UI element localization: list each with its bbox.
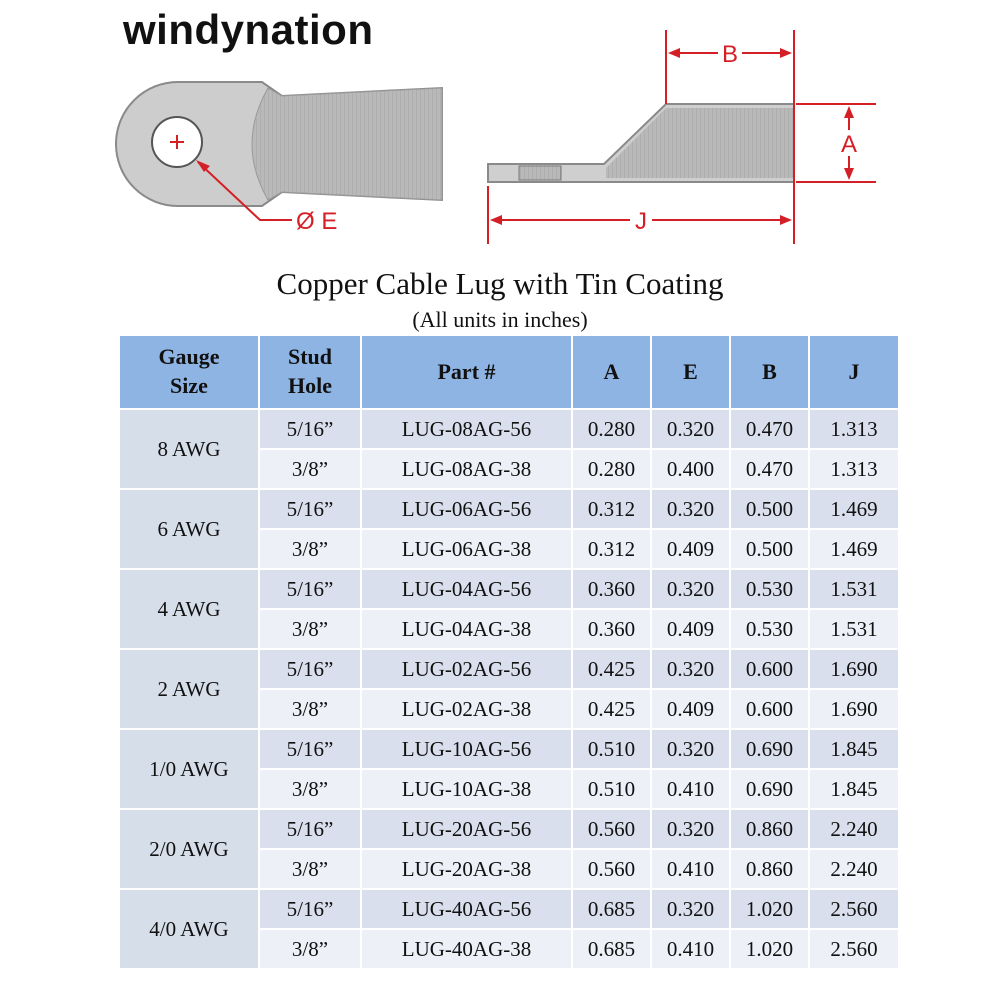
b-cell: 0.530 bbox=[731, 570, 808, 608]
col-header-j: J bbox=[810, 336, 898, 408]
b-cell: 0.600 bbox=[731, 650, 808, 688]
stud-cell: 5/16” bbox=[260, 810, 360, 848]
dim-b-label: B bbox=[722, 41, 739, 68]
col-header-b: B bbox=[731, 336, 808, 408]
stud-cell: 5/16” bbox=[260, 890, 360, 928]
j-cell: 1.313 bbox=[810, 450, 898, 488]
part-cell: LUG-10AG-38 bbox=[362, 770, 571, 808]
table-row bbox=[120, 810, 898, 848]
units-note: (All units in inches) bbox=[412, 307, 588, 332]
j-cell: 1.845 bbox=[810, 770, 898, 808]
dim-j-label: J bbox=[635, 208, 647, 235]
diameter-label: Ø E bbox=[296, 208, 338, 235]
table-row bbox=[120, 410, 898, 448]
gauge-cell: 1/0 AWG bbox=[120, 730, 258, 808]
stud-cell: 3/8” bbox=[260, 610, 360, 648]
e-cell: 0.400 bbox=[652, 450, 729, 488]
part-cell: LUG-04AG-38 bbox=[362, 610, 571, 648]
e-cell: 0.320 bbox=[652, 890, 729, 928]
part-cell: LUG-04AG-56 bbox=[362, 570, 571, 608]
part-cell: LUG-08AG-56 bbox=[362, 410, 571, 448]
col-header-a: A bbox=[573, 336, 650, 408]
stud-cell: 3/8” bbox=[260, 530, 360, 568]
brand-logo: windynation bbox=[123, 6, 374, 53]
e-cell: 0.320 bbox=[652, 490, 729, 528]
a-cell: 0.560 bbox=[573, 850, 650, 888]
b-cell: 0.600 bbox=[731, 690, 808, 728]
b-cell: 0.860 bbox=[731, 850, 808, 888]
col-header-e: E bbox=[652, 336, 729, 408]
stud-cell: 5/16” bbox=[260, 570, 360, 608]
j-cell: 1.690 bbox=[810, 690, 898, 728]
col-header-part: Part # bbox=[362, 336, 571, 408]
table-row bbox=[120, 650, 898, 688]
part-cell: LUG-06AG-38 bbox=[362, 530, 571, 568]
a-cell: 0.560 bbox=[573, 810, 650, 848]
e-cell: 0.320 bbox=[652, 570, 729, 608]
part-cell: LUG-02AG-56 bbox=[362, 650, 571, 688]
part-cell: LUG-10AG-56 bbox=[362, 730, 571, 768]
gauge-cell: 2/0 AWG bbox=[120, 810, 258, 888]
j-cell: 1.531 bbox=[810, 570, 898, 608]
col-header-gauge: Gauge Size bbox=[120, 336, 258, 408]
stud-cell: 5/16” bbox=[260, 490, 360, 528]
part-cell: LUG-06AG-56 bbox=[362, 490, 571, 528]
e-cell: 0.409 bbox=[652, 690, 729, 728]
stud-cell: 5/16” bbox=[260, 410, 360, 448]
lug-drawing bbox=[0, 0, 1000, 260]
part-cell: LUG-20AG-56 bbox=[362, 810, 571, 848]
j-cell: 2.240 bbox=[810, 850, 898, 888]
part-cell: LUG-20AG-38 bbox=[362, 850, 571, 888]
j-cell: 2.240 bbox=[810, 810, 898, 848]
a-cell: 0.510 bbox=[573, 770, 650, 808]
j-cell: 1.469 bbox=[810, 530, 898, 568]
a-cell: 0.360 bbox=[573, 610, 650, 648]
dim-a-label: A bbox=[841, 131, 858, 158]
j-cell: 2.560 bbox=[810, 890, 898, 928]
a-cell: 0.425 bbox=[573, 650, 650, 688]
j-cell: 1.313 bbox=[810, 410, 898, 448]
b-cell: 1.020 bbox=[731, 930, 808, 968]
lug-top-view bbox=[116, 82, 442, 235]
b-cell: 0.530 bbox=[731, 610, 808, 648]
stud-cell: 5/16” bbox=[260, 730, 360, 768]
e-cell: 0.320 bbox=[652, 650, 729, 688]
a-cell: 0.360 bbox=[573, 570, 650, 608]
gauge-cell: 4 AWG bbox=[120, 570, 258, 648]
j-cell: 2.560 bbox=[810, 930, 898, 968]
stud-cell: 3/8” bbox=[260, 770, 360, 808]
specs-body bbox=[120, 410, 898, 968]
a-cell: 0.312 bbox=[573, 530, 650, 568]
b-cell: 0.860 bbox=[731, 810, 808, 848]
j-cell: 1.845 bbox=[810, 730, 898, 768]
b-cell: 0.690 bbox=[731, 770, 808, 808]
j-cell: 1.690 bbox=[810, 650, 898, 688]
a-cell: 0.425 bbox=[573, 690, 650, 728]
a-cell: 0.685 bbox=[573, 890, 650, 928]
b-cell: 0.500 bbox=[731, 530, 808, 568]
e-cell: 0.320 bbox=[652, 730, 729, 768]
a-cell: 0.312 bbox=[573, 490, 650, 528]
page-title: Copper Cable Lug with Tin Coating bbox=[276, 266, 724, 301]
part-cell: LUG-08AG-38 bbox=[362, 450, 571, 488]
gauge-cell: 6 AWG bbox=[120, 490, 258, 568]
part-cell: LUG-02AG-38 bbox=[362, 690, 571, 728]
gauge-cell: 2 AWG bbox=[120, 650, 258, 728]
col-header-stud: Stud Hole bbox=[260, 336, 360, 408]
b-cell: 1.020 bbox=[731, 890, 808, 928]
a-cell: 0.280 bbox=[573, 410, 650, 448]
e-cell: 0.320 bbox=[652, 410, 729, 448]
stud-cell: 3/8” bbox=[260, 930, 360, 968]
e-cell: 0.410 bbox=[652, 850, 729, 888]
e-cell: 0.320 bbox=[652, 810, 729, 848]
a-cell: 0.280 bbox=[573, 450, 650, 488]
lug-side-view bbox=[488, 30, 876, 244]
e-cell: 0.410 bbox=[652, 930, 729, 968]
header-row bbox=[120, 336, 898, 408]
e-cell: 0.409 bbox=[652, 610, 729, 648]
b-cell: 0.470 bbox=[731, 410, 808, 448]
gauge-cell: 8 AWG bbox=[120, 410, 258, 488]
b-cell: 0.500 bbox=[731, 490, 808, 528]
b-cell: 0.470 bbox=[731, 450, 808, 488]
a-cell: 0.510 bbox=[573, 730, 650, 768]
a-cell: 0.685 bbox=[573, 930, 650, 968]
stud-cell: 5/16” bbox=[260, 650, 360, 688]
part-cell: LUG-40AG-38 bbox=[362, 930, 571, 968]
stud-cell: 3/8” bbox=[260, 690, 360, 728]
b-cell: 0.690 bbox=[731, 730, 808, 768]
table-row bbox=[120, 890, 898, 928]
e-cell: 0.409 bbox=[652, 530, 729, 568]
stud-cell: 3/8” bbox=[260, 450, 360, 488]
part-cell: LUG-40AG-56 bbox=[362, 890, 571, 928]
stud-cell: 3/8” bbox=[260, 850, 360, 888]
specs-table bbox=[118, 334, 900, 970]
j-cell: 1.531 bbox=[810, 610, 898, 648]
gauge-cell: 4/0 AWG bbox=[120, 890, 258, 968]
table-row bbox=[120, 570, 898, 608]
j-cell: 1.469 bbox=[810, 490, 898, 528]
e-cell: 0.410 bbox=[652, 770, 729, 808]
table-row bbox=[120, 730, 898, 768]
table-row bbox=[120, 490, 898, 528]
